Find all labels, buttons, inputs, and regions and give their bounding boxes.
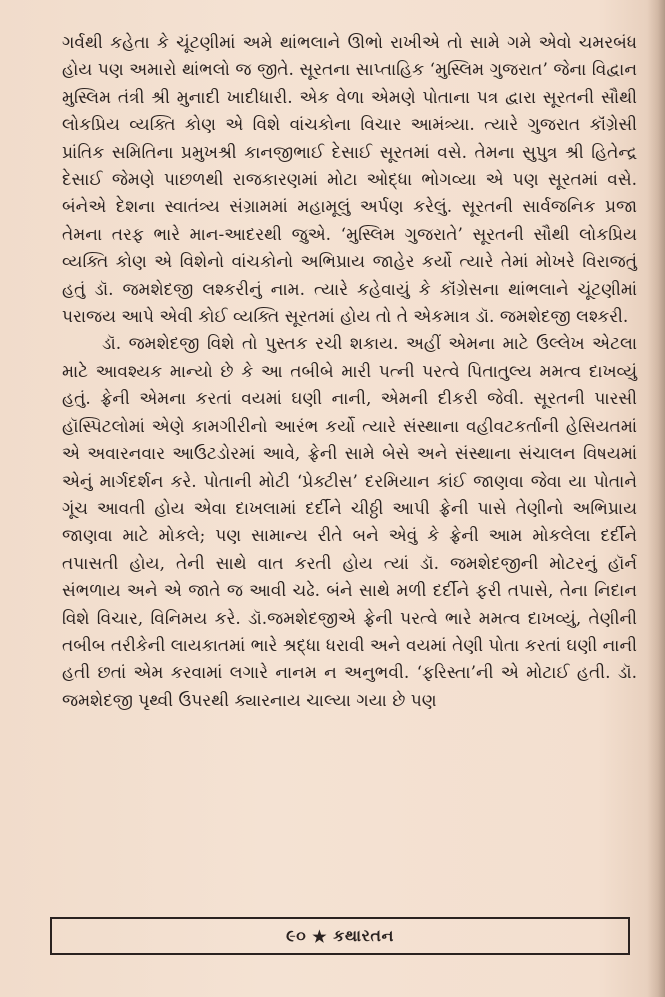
paragraph: ડૉ. જમશેદજી વિશે તો પુસ્તક રચી શકાય. અહીં એમના માટે ઉલ્લેખ એટલા માટે આવશ્યક માન્યો છે કે આ તબીબે મારી પત્ની પરત્વે પિતાતુલ્ય મમત્વ દાખવ્યું હતું. ફ્રેની એમના કરતાં વયમાં ઘણી નાની, એમની દીકરી જેવી. સૂરતની પારસી હૉસ્પિટલોમાં એણે કામગીરીનો આરંભ કર્યો ત્યારે સંસ્થાના વહીવટકર્તાની હેસિયતમાં એ અવારનવાર આઉટડોરમાં આવે, ફ્રેની સામે બેસે અને સંસ્થાના સંચાલન વિષયમાં એનું માર્ગદર્શન કરે. પોતાની મોટી ‘પ્રેક્ટીસ’ દરમિયાન કાંઈ જાણવા જેવા યા પોતાને ગૂંચ આવતી હોય એવા દાખલામાં દર્દીને ચીઠ્ઠી આપી ફ્રેની પાસે તેણીનો અભિપ્રાય જાણવા માટે મોકલે; પણ સામાન્ય રીતે બને એવું કે ફ્રેની આમ મોકલેલા દર્દીને તપાસતી હોય, તેની સાથે વાત કરતી હોય ત્યાં ડૉ. જમશેદજીની મોટરનું હૉર્ન સંભળાય અને એ જાતે જ આવી ચઢે. બંને સાથે મળી દર્દીને ફરી તપાસે, તેના નિદાન વિશે વિચાર, વિનિમય કરે. ડૉ.જમશેદજીએ ફ્રેની પરત્વે ભારે મમત્વ દાખવ્યું, તેણીની તબીબ તરીકેની લાયકાતમાં ભારે શ્રદ્ધા ધરાવી અને વયમાં તેણી પોતા કરતાં ઘણી નાની હતી છતાં એમ કરવામાં લગારે નાનમ ન અનુભવી. ‘ફરિસ્તા’ની એ મોટાઈ હતી. ડૉ. જમશેદજી પૃથ્વી ઉપરથી ક્યારનાય ચાલ્યા ગયા છે પણ [62, 334, 637, 711]
book-title: કથારતન [333, 926, 394, 945]
page-number: ૯૦ [286, 926, 307, 945]
page-edge-shadow [647, 0, 665, 997]
body-text [62, 30, 637, 715]
paragraph: ગર્વથી કહેતા કે ચૂંટણીમાં અમે થાંભલાને ઊભો રાખીએ તો સામે ગમે એવો ચમરબંધ હોય પણ અમારો થાંભલો જ જીતે. સૂરતના સાપ્તાહિક ‘મુસ્લિમ ગુજરાત’ જેના વિદ્વાન મુસ્લિમ તંત્રી શ્રી મુનાદી ખાદીધારી. એક વેળા એમણે પોતાના પત્ર દ્વારા સૂરતની સૌથી લોકપ્રિય વ્યક્તિ કોણ એ વિશે વાંચકોના વિચાર આમંત્ર્યા. ત્યારે ગુજરાત કૉંગ્રેસી પ્રાંતિક સમિતિના પ્રમુખશ્રી કાનજીભાઈ દેસાઈ સૂરતમાં વસે. તેમના સુપુત્ર શ્રી હિતેન્દ્ર દેસાઈ જેમણે પાછળથી રાજકારણમાં મોટા ઓદ્ધા ભોગવ્યા એ પણ સૂરતમાં વસે. બંનેએ દેશના સ્વાતંત્ર્ય સંગ્રામમાં મહામૂલું અર્પણ કરેલું. સૂરતની સાર્વજનિક પ્રજા તેમના તરફ ભારે માન-આદરથી જુએ. ‘મુસ્લિમ ગુજરાતે’ સૂરતની સૌથી લોકપ્રિય વ્યક્તિ કોણ એ વિશેનો વાંચકોનો અભિપ્રાય જાહેર કર્યો ત્યારે તેમાં મોખરે વિરાજતું હતું ડૉ. જમશેદજી લશ્કરીનું નામ. ત્યારે કહેવાયું કે કૉંગ્રેસના થાંભલાને ચૂંટણીમાં પરાજય આપે એવી કોઈ વ્યક્તિ સૂરતમાં હોય તો તે એકમાત્ર ડૉ. જમશેદજી લશ્કરી. [62, 33, 637, 328]
page-footer [50, 917, 630, 955]
star-icon: ★ [312, 926, 328, 946]
